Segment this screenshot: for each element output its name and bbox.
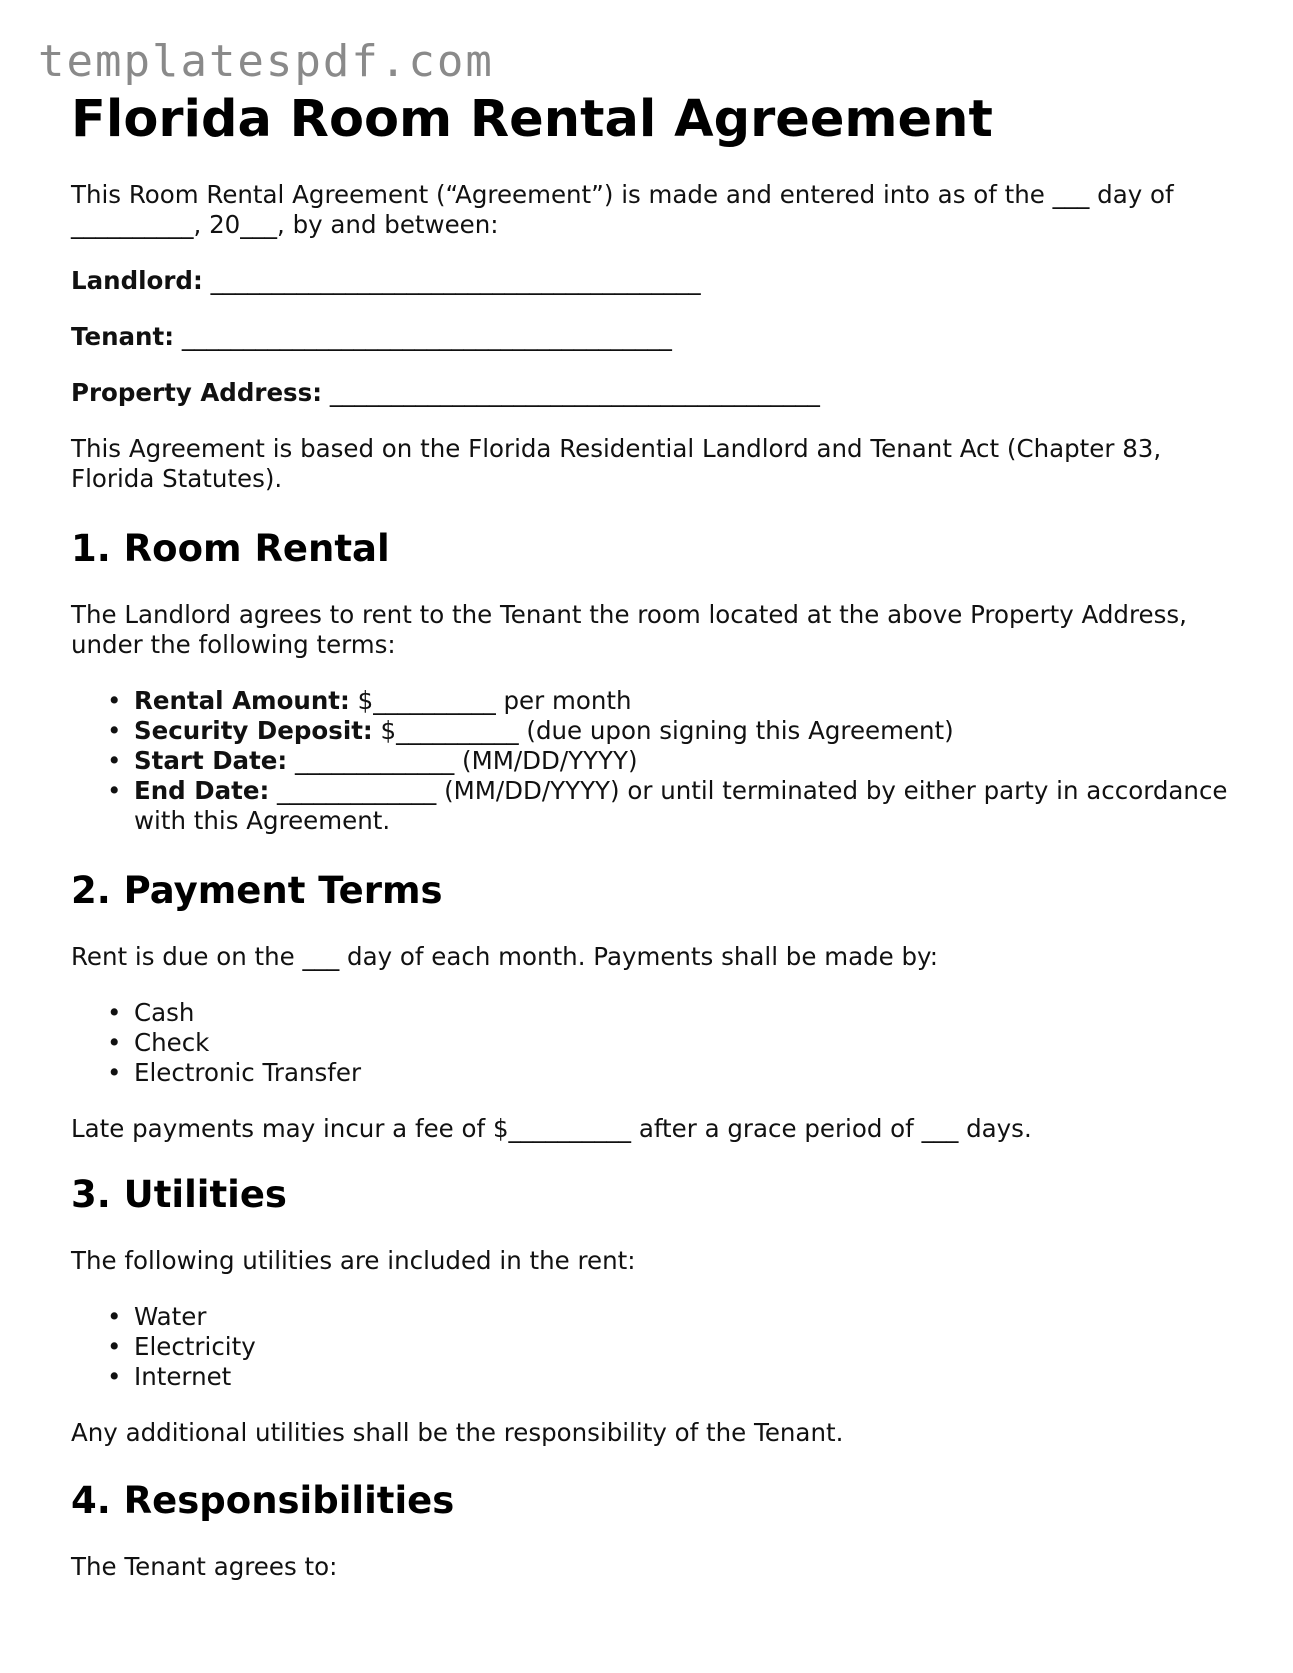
term-text: $__________ per month	[349, 686, 632, 715]
bullet-icon: •	[107, 1028, 122, 1057]
basis-paragraph: This Agreement is based on the Florida Residential Landlord and Tenant Act (Chapter 83, Florida Statutes).	[71, 434, 1162, 493]
utility-item: Electricity	[134, 1332, 256, 1361]
property-address-label: Property Address:	[71, 378, 323, 407]
term-text: _____________ (MM/DD/YYYY) or until terminated by either party in accordance with this Agreement.	[134, 776, 1228, 835]
list-item	[71, 1332, 1231, 1362]
intro-paragraph: This Room Rental Agreement (“Agreement”) is made and entered into as of the ___ day of __________, 20___, by and between:	[71, 180, 1174, 239]
bullet-icon: •	[107, 1302, 122, 1331]
payment-method: Electronic Transfer	[134, 1058, 362, 1087]
bullet-icon: •	[107, 998, 122, 1027]
list-item	[71, 686, 1231, 716]
term-label: Start Date:	[134, 746, 288, 775]
term-label: End Date:	[134, 776, 270, 805]
list-item	[71, 776, 1231, 836]
term-label: Security Deposit:	[134, 716, 373, 745]
section-heading-room-rental: 1. Room Rental	[71, 527, 390, 570]
list-item	[71, 1028, 1231, 1058]
utilities-text: The following utilities are included in the rent:	[71, 1246, 636, 1275]
section-heading-utilities: 3. Utilities	[71, 1173, 287, 1216]
list-item	[71, 1362, 1231, 1392]
room-rental-text: The Landlord agrees to rent to the Tenant the room located at the above Property Address, under the following terms:	[71, 600, 1187, 659]
document-title: Florida Room Rental Agreement	[71, 90, 993, 149]
landlord-blank: ________________________________________	[210, 266, 701, 295]
bullet-icon: •	[107, 776, 122, 805]
bullet-icon: •	[107, 716, 122, 745]
tenant-blank: ________________________________________	[181, 322, 672, 351]
late-payment-text: Late payments may incur a fee of $__________ after a grace period of ___ days.	[71, 1114, 1032, 1143]
bullet-icon: •	[107, 1332, 122, 1361]
room-rental-terms-list	[71, 686, 1231, 836]
property-address-blank: ________________________________________	[329, 378, 820, 407]
payment-methods-list	[71, 998, 1231, 1088]
tenant-label: Tenant:	[71, 322, 175, 351]
bullet-icon: •	[107, 1362, 122, 1391]
bullet-icon: •	[107, 746, 122, 775]
payment-method: Check	[134, 1028, 210, 1057]
payment-terms-text: Rent is due on the ___ day of each month. Payments shall be made by:	[71, 942, 939, 971]
section-heading-responsibilities: 4. Responsibilities	[71, 1479, 455, 1522]
list-item	[71, 1058, 1231, 1088]
utility-item: Internet	[134, 1362, 232, 1391]
term-text: $__________ (due upon signing this Agreement)	[372, 716, 954, 745]
tenant-field	[71, 322, 1231, 352]
landlord-label: Landlord:	[71, 266, 203, 295]
list-item	[71, 1302, 1231, 1332]
document-body	[71, 88, 1231, 1608]
landlord-field	[71, 266, 1231, 296]
utilities-note: Any additional utilities shall be the responsibility of the Tenant.	[71, 1418, 844, 1447]
term-text: _____________ (MM/DD/YYYY)	[287, 746, 638, 775]
bullet-icon: •	[107, 686, 122, 715]
payment-method: Cash	[134, 998, 195, 1027]
watermark: templatespdf.com	[38, 36, 494, 87]
term-label: Rental Amount:	[134, 686, 350, 715]
utilities-list	[71, 1302, 1231, 1392]
responsibilities-text: The Tenant agrees to:	[71, 1552, 338, 1581]
bullet-icon: •	[107, 1058, 122, 1087]
list-item	[71, 998, 1231, 1028]
list-item	[71, 716, 1231, 746]
list-item	[71, 746, 1231, 776]
property-address-field	[71, 378, 1231, 408]
section-heading-payment-terms: 2. Payment Terms	[71, 869, 443, 912]
utility-item: Water	[134, 1302, 207, 1331]
